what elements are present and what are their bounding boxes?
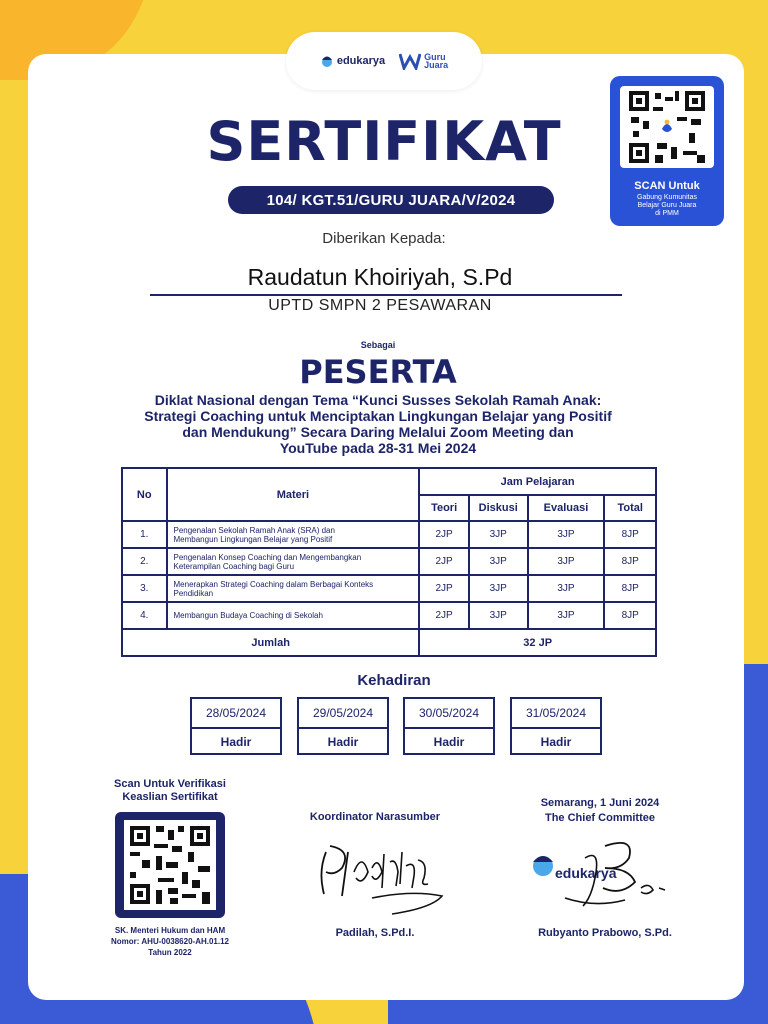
row-teori: 2JP [419,548,469,575]
row-total: 8JP [604,575,656,602]
guru-juara-w-icon [399,52,421,70]
description-line-4: YouTube pada 28-31 Mei 2024 [279,440,477,456]
header-diskusi: Diskusi [469,495,528,521]
row-teori: 2JP [419,602,469,629]
certificate-title: SERTIFIKAT [206,110,562,173]
pmm-scan-line-2: Belajar Guru Juara [637,202,697,209]
materi-line-2: Membangun Lingkungan Belajar yang Positif [173,534,333,544]
row-no: 1. [122,521,167,548]
materi-line-1: Pengenalan Sekolah Ramah Anak (SRA) dan [173,525,335,535]
pmm-scan-line-3: di PMM [655,210,679,217]
sk-line-1: SK. Menteri Hukum dan HAM [114,926,226,935]
guru-logo-text: Guru [424,52,446,62]
verification-qr-code [124,820,216,910]
attendance-date: 28/05/2024 [192,699,280,729]
materi-line-2: Pendidikan [173,588,214,598]
pmm-scan-subtitle [610,194,724,218]
juara-logo-text: Juara [424,60,449,70]
table-row [122,575,656,602]
row-materi [167,575,420,602]
sk-line-2: Nomor: AHU-0038620-AH.01.12 [111,937,229,946]
row-materi [167,602,420,629]
attendance-status: Hadir [327,735,359,749]
table-row [122,521,656,548]
row-teori: 2JP [419,575,469,602]
edukarya-stamp-text: edukarya [555,865,617,881]
footer-total-value: 32 JP [419,629,656,656]
description-line-2: Strategi Coaching untuk Menciptakan Lingkungan Belajar yang Positif [144,408,612,424]
attendance-date: 29/05/2024 [299,699,387,729]
row-evaluasi: 3JP [528,548,605,575]
logo-header [286,32,482,90]
row-no: 2. [122,548,167,575]
row-no: 3. [122,575,167,602]
row-total: 8JP [604,602,656,629]
description-line-3: dan Mendukung” Secara Daring Melalui Zoom Meeting dan [182,424,574,440]
materi-line-1: Menerapkan Strategi Coaching dalam Berbagai Konteks [173,579,374,589]
role-name: PESERTA [299,353,457,391]
header-teori: Teori [419,495,469,521]
table-header-row [122,468,656,495]
chief-signature-with-stamp [525,838,675,918]
coordinator-title: Koordinator Narasumber [309,811,441,823]
coordinator-name: Padilah, S.Pd.I. [335,927,415,939]
header-no: No [122,468,167,521]
edukarya-drop-icon [320,54,334,68]
verification-title-line-1: Scan Untuk Verifikasi [114,778,226,790]
attendance-date: 30/05/2024 [405,699,493,729]
as-label: Sebagai [360,340,396,350]
row-materi [167,548,420,575]
row-diskusi: 3JP [469,548,528,575]
attendance-title: Kehadiran [357,672,431,689]
recipient-name: Raudatun Khoiriyah, S.Pd [247,264,513,290]
pmm-scan-line-1: Gabung Kumunitas [637,194,697,201]
row-total: 8JP [604,521,656,548]
edukarya-logo [320,54,385,68]
table-row [122,602,656,629]
row-evaluasi: 3JP [528,521,605,548]
header-evaluasi: Evaluasi [528,495,605,521]
row-total: 8JP [604,548,656,575]
verification-qr-frame [115,812,225,918]
certificate-number: 104/ KGT.51/GURU JUARA/V/2024 [228,186,554,214]
row-diskusi: 3JP [469,602,528,629]
description-line-1: Diklat Nasional dengan Tema “Kunci Susses Sekolah Ramah Anak: [154,392,602,408]
given-to-label: Diberikan Kepada: [322,230,446,247]
coordinator-signature [312,832,472,922]
footer-jumlah-label: Jumlah [122,629,419,656]
attendance-status: Hadir [220,735,252,749]
attendance-day [297,697,389,755]
guru-juara-logo [399,52,448,70]
attendance-status: Hadir [540,735,572,749]
row-no: 4. [122,602,167,629]
table-footer-row [122,629,656,656]
header-jam-pelajaran: Jam Pelajaran [419,468,656,495]
recipient-school: UPTD SMPN 2 PESAWARAN [268,297,492,314]
header-total: Total [604,495,656,521]
sk-line-3: Tahun 2022 [148,948,192,957]
materi-line-2: Keterampilan Coaching bagi Guru [173,561,295,571]
signing-place-date: Semarang, 1 Juni 2024 [540,797,660,809]
attendance-day [190,697,282,755]
attendance-day [403,697,495,755]
qr-code-icon [130,826,210,904]
row-diskusi: 3JP [469,521,528,548]
materials-table [121,467,657,657]
header-materi: Materi [167,468,420,521]
pmm-scan-title: SCAN Untuk [634,180,700,192]
row-teori: 2JP [419,521,469,548]
materi-line-1: Membangun Budaya Coaching di Sekolah [173,611,323,620]
row-evaluasi: 3JP [528,575,605,602]
row-materi [167,521,420,548]
attendance-date: 31/05/2024 [512,699,600,729]
legal-registration [70,925,270,958]
chief-committee-title: The Chief Committee [544,812,655,824]
verification-title-line-2: Keaslian Sertifikat [122,791,218,803]
verification-title [78,778,262,804]
row-evaluasi: 3JP [528,602,605,629]
name-underline [150,294,622,296]
attendance-day [510,697,602,755]
edukarya-logo-text: edukarya [336,55,386,67]
row-diskusi: 3JP [469,575,528,602]
materi-line-1: Pengenalan Konsep Coaching dan Mengembangkan [173,552,362,562]
chief-name: Rubyanto Prabowo, S.Pd. [538,927,672,939]
attendance-status: Hadir [433,735,465,749]
chief-header [500,796,700,826]
event-description [60,392,696,456]
table-row [122,548,656,575]
